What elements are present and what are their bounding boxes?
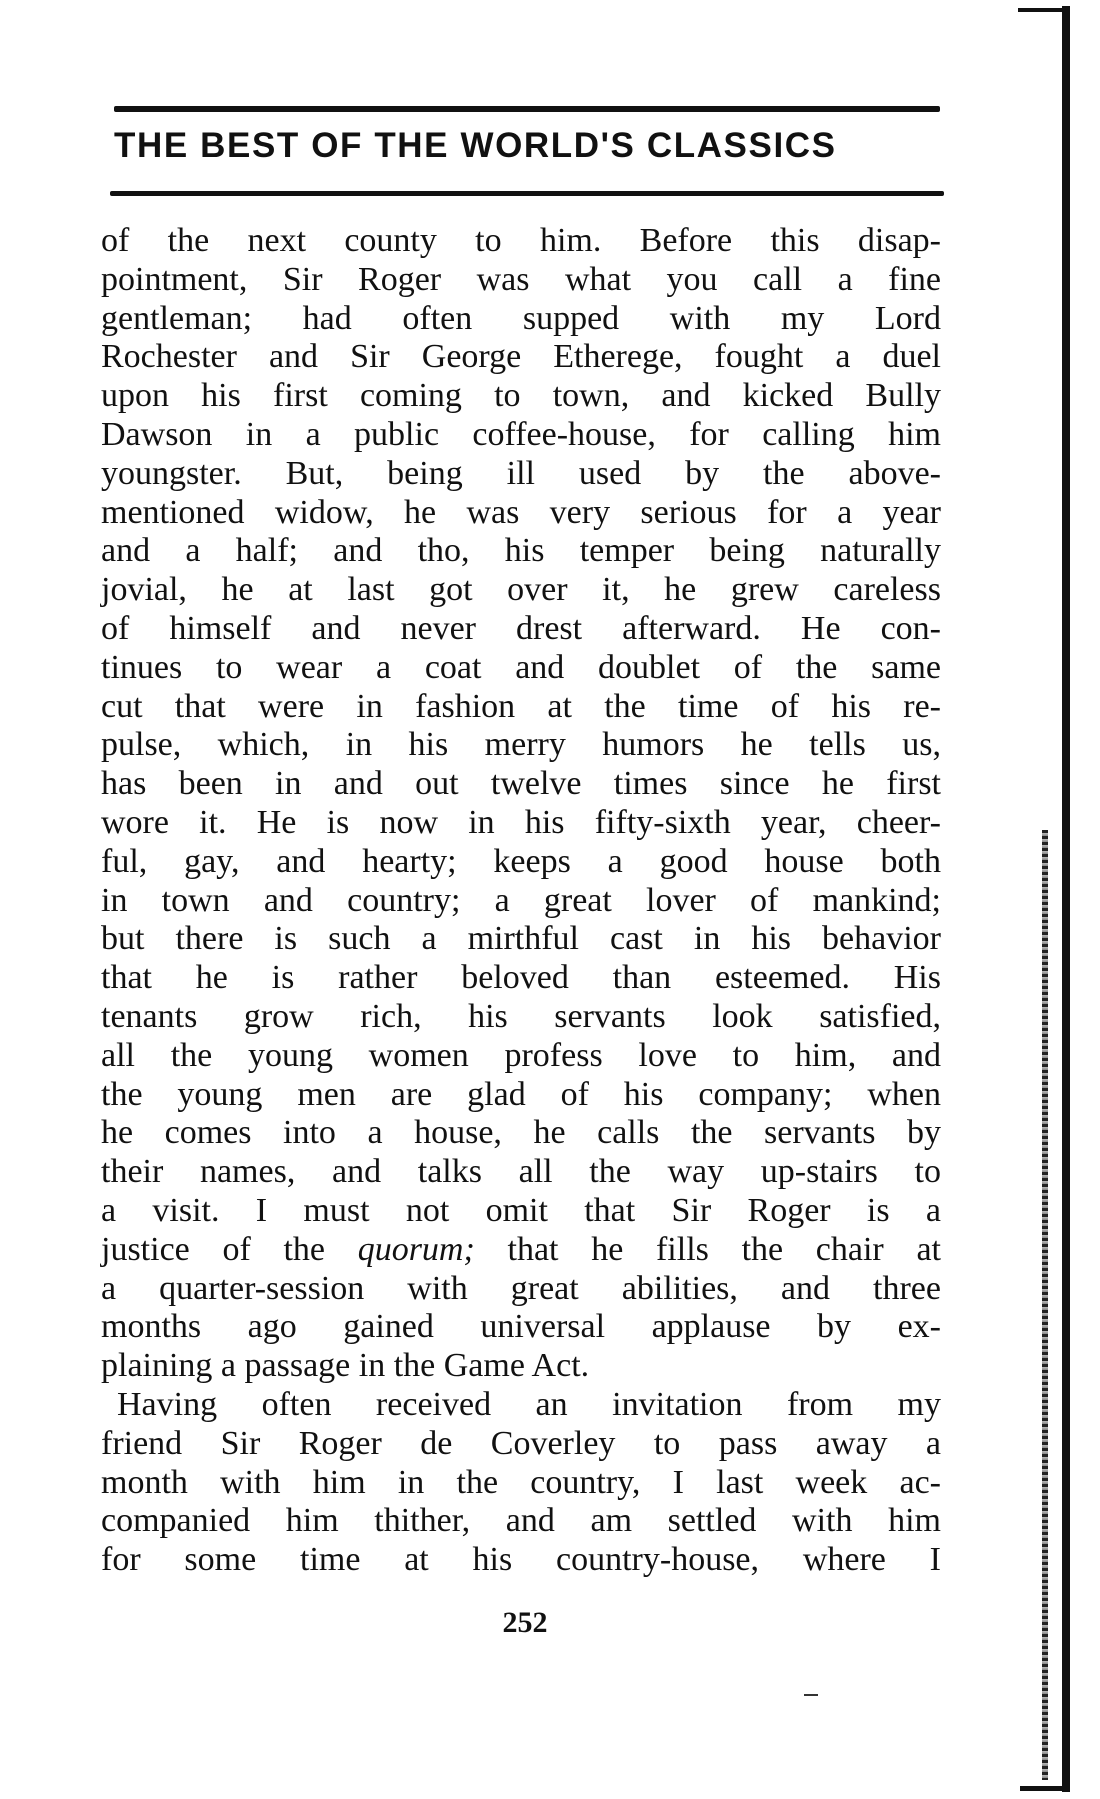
running-head: THE BEST OF THE WORLD'S CLASSICS — [114, 126, 837, 165]
text-line-quorum — [101, 1231, 941, 1270]
text-line: of the next county to him. Before this disap- — [101, 222, 941, 259]
page-edge-shading — [1042, 830, 1048, 1780]
text-line-paragraph-end: plaining a passage in the Game Act. — [101, 1347, 590, 1385]
page-edge-border — [1062, 6, 1070, 1792]
text-line: their names, and talks all the way up-stairs to — [101, 1153, 941, 1191]
print-mark — [804, 1694, 818, 1696]
text-line: Rochester and Sir George Etherege, fought a duel — [101, 338, 941, 376]
text-line: youngster. But, being ill used by the above- — [101, 454, 941, 492]
text-line: pointment, Sir Roger was what you call a fine — [101, 260, 941, 298]
text-line: has been in and out twelve times since he first — [101, 765, 941, 803]
text-line: tenants grow rich, his servants look satisfied, — [101, 997, 941, 1035]
text-line: in town and country; a great lover of mankind; — [101, 881, 941, 919]
body-text — [101, 222, 941, 1580]
page-edge-foot — [1020, 1786, 1070, 1791]
text-line-paragraph-start: Having often received an invitation from my — [117, 1385, 941, 1423]
text-fragment: that he fills the chair at — [474, 1230, 941, 1268]
text-line: gentleman; had often supped with my Lord — [101, 299, 941, 337]
text-line: jovial, he at last got over it, he grew careless — [101, 571, 941, 609]
header-rule-top — [114, 106, 940, 112]
text-line: pulse, which, in his merry humors he tells us, — [101, 726, 941, 764]
text-line: that he is rather beloved than esteemed. His — [101, 959, 941, 997]
text-line: a visit. I must not omit that Sir Roger is a — [101, 1191, 941, 1229]
header-rule-bottom — [110, 191, 944, 196]
text-line: companied him thither, and am settled with him — [101, 1502, 941, 1540]
text-line: months ago gained universal applause by ex- — [101, 1308, 941, 1346]
text-line: the young men are glad of his company; when — [101, 1075, 941, 1113]
text-line: he comes into a house, he calls the servants by — [101, 1114, 941, 1152]
text-line: wore it. He is now in his fifty-sixth year, cheer- — [101, 803, 941, 841]
text-line: month with him in the country, I last week ac- — [101, 1463, 941, 1501]
text-line: tinues to wear a coat and doublet of the same — [101, 648, 941, 686]
page-edge-cap — [1018, 8, 1068, 12]
text-line: of himself and never drest afterward. He con- — [101, 609, 941, 647]
text-line: Dawson in a public coffee-house, for calling him — [101, 415, 941, 453]
text-line: cut that were in fashion at the time of his re- — [101, 687, 941, 725]
text-fragment: justice of the — [101, 1230, 358, 1268]
text-line: a quarter-session with great abilities, and three — [101, 1269, 941, 1307]
text-line: and a half; and tho, his temper being naturally — [101, 532, 941, 570]
italic-term: quorum; — [357, 1230, 475, 1268]
text-line: friend Sir Roger de Coverley to pass away a — [101, 1424, 941, 1462]
page-number: 252 — [502, 1606, 548, 1639]
text-line: ful, gay, and hearty; keeps a good house both — [101, 842, 941, 880]
text-line: all the young women profess love to him, and — [101, 1036, 941, 1074]
text-line: upon his first coming to town, and kicked Bully — [101, 377, 941, 415]
text-line: but there is such a mirthful cast in his behavior — [101, 920, 941, 958]
text-line: for some time at his country-house, where I — [101, 1541, 941, 1579]
text-line: mentioned widow, he was very serious for a year — [101, 493, 941, 531]
